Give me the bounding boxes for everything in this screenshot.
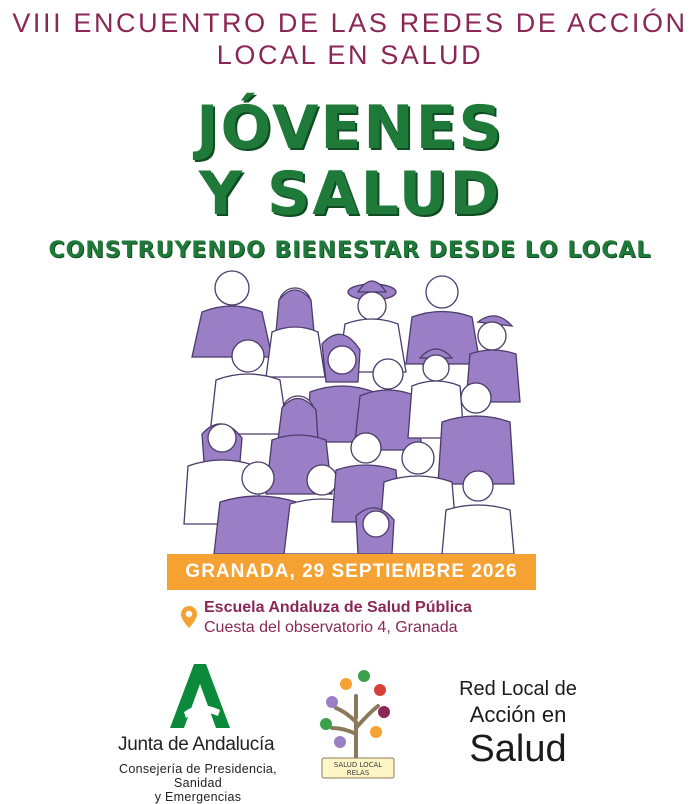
person-head (328, 346, 356, 374)
event-date-banner: GRANADA, 29 SEPTIEMBRE 2026 (167, 554, 536, 590)
red-local-line1: Red Local de (459, 678, 577, 700)
event-edition-line2: LOCAL EN SALUD (216, 40, 484, 70)
red-local-logo-text (438, 677, 598, 769)
person-head (208, 424, 236, 452)
youth-crowd-illustration (180, 262, 525, 554)
junta-name: Junta de Andalucía (118, 734, 275, 755)
person-head (307, 465, 337, 495)
person-head (232, 340, 264, 372)
salud-local-label-line1: SALUD LOCAL (333, 761, 383, 769)
person-body (266, 327, 325, 377)
person-hat-crown (358, 281, 386, 292)
salud-local-label-line2: RELAS (346, 769, 370, 777)
location-pin-icon (181, 606, 197, 628)
person-head (358, 292, 386, 320)
person-head (215, 271, 249, 305)
venue-name: Escuela Andaluza de Salud Pública (204, 599, 472, 616)
venue-address: Cuesta del observatorio 4, Granada (204, 619, 458, 636)
junta-department (98, 762, 298, 804)
person-head (373, 359, 403, 389)
person-head (351, 433, 381, 463)
red-local-line3: Salud (469, 728, 567, 770)
main-subtitle: CONSTRUYENDO BIENESTAR DESDE LO LOCAL (48, 238, 652, 263)
person-head (363, 511, 389, 537)
red-local-line2: Acción en (469, 702, 567, 727)
event-edition-line1: VIII ENCUENTRO DE LAS REDES DE ACCIÓN (12, 8, 688, 38)
junta-department-line1: Consejería de Presidencia, Sanidad (119, 762, 277, 790)
junta-department-line2: y Emergencias (154, 790, 242, 804)
main-title-line1: JÓVENES (196, 93, 504, 163)
person-head (463, 471, 493, 501)
person-head (461, 383, 491, 413)
person-head (426, 276, 458, 308)
person-head (423, 355, 449, 381)
person-body (442, 505, 514, 554)
main-title-line2: Y SALUD (198, 159, 502, 229)
salud-local-tree-logo (316, 662, 400, 780)
person-hair (276, 290, 314, 332)
person-head (402, 442, 434, 474)
person-head (478, 322, 506, 350)
person-head (242, 462, 274, 494)
junta-andalucia-logo (164, 662, 236, 730)
